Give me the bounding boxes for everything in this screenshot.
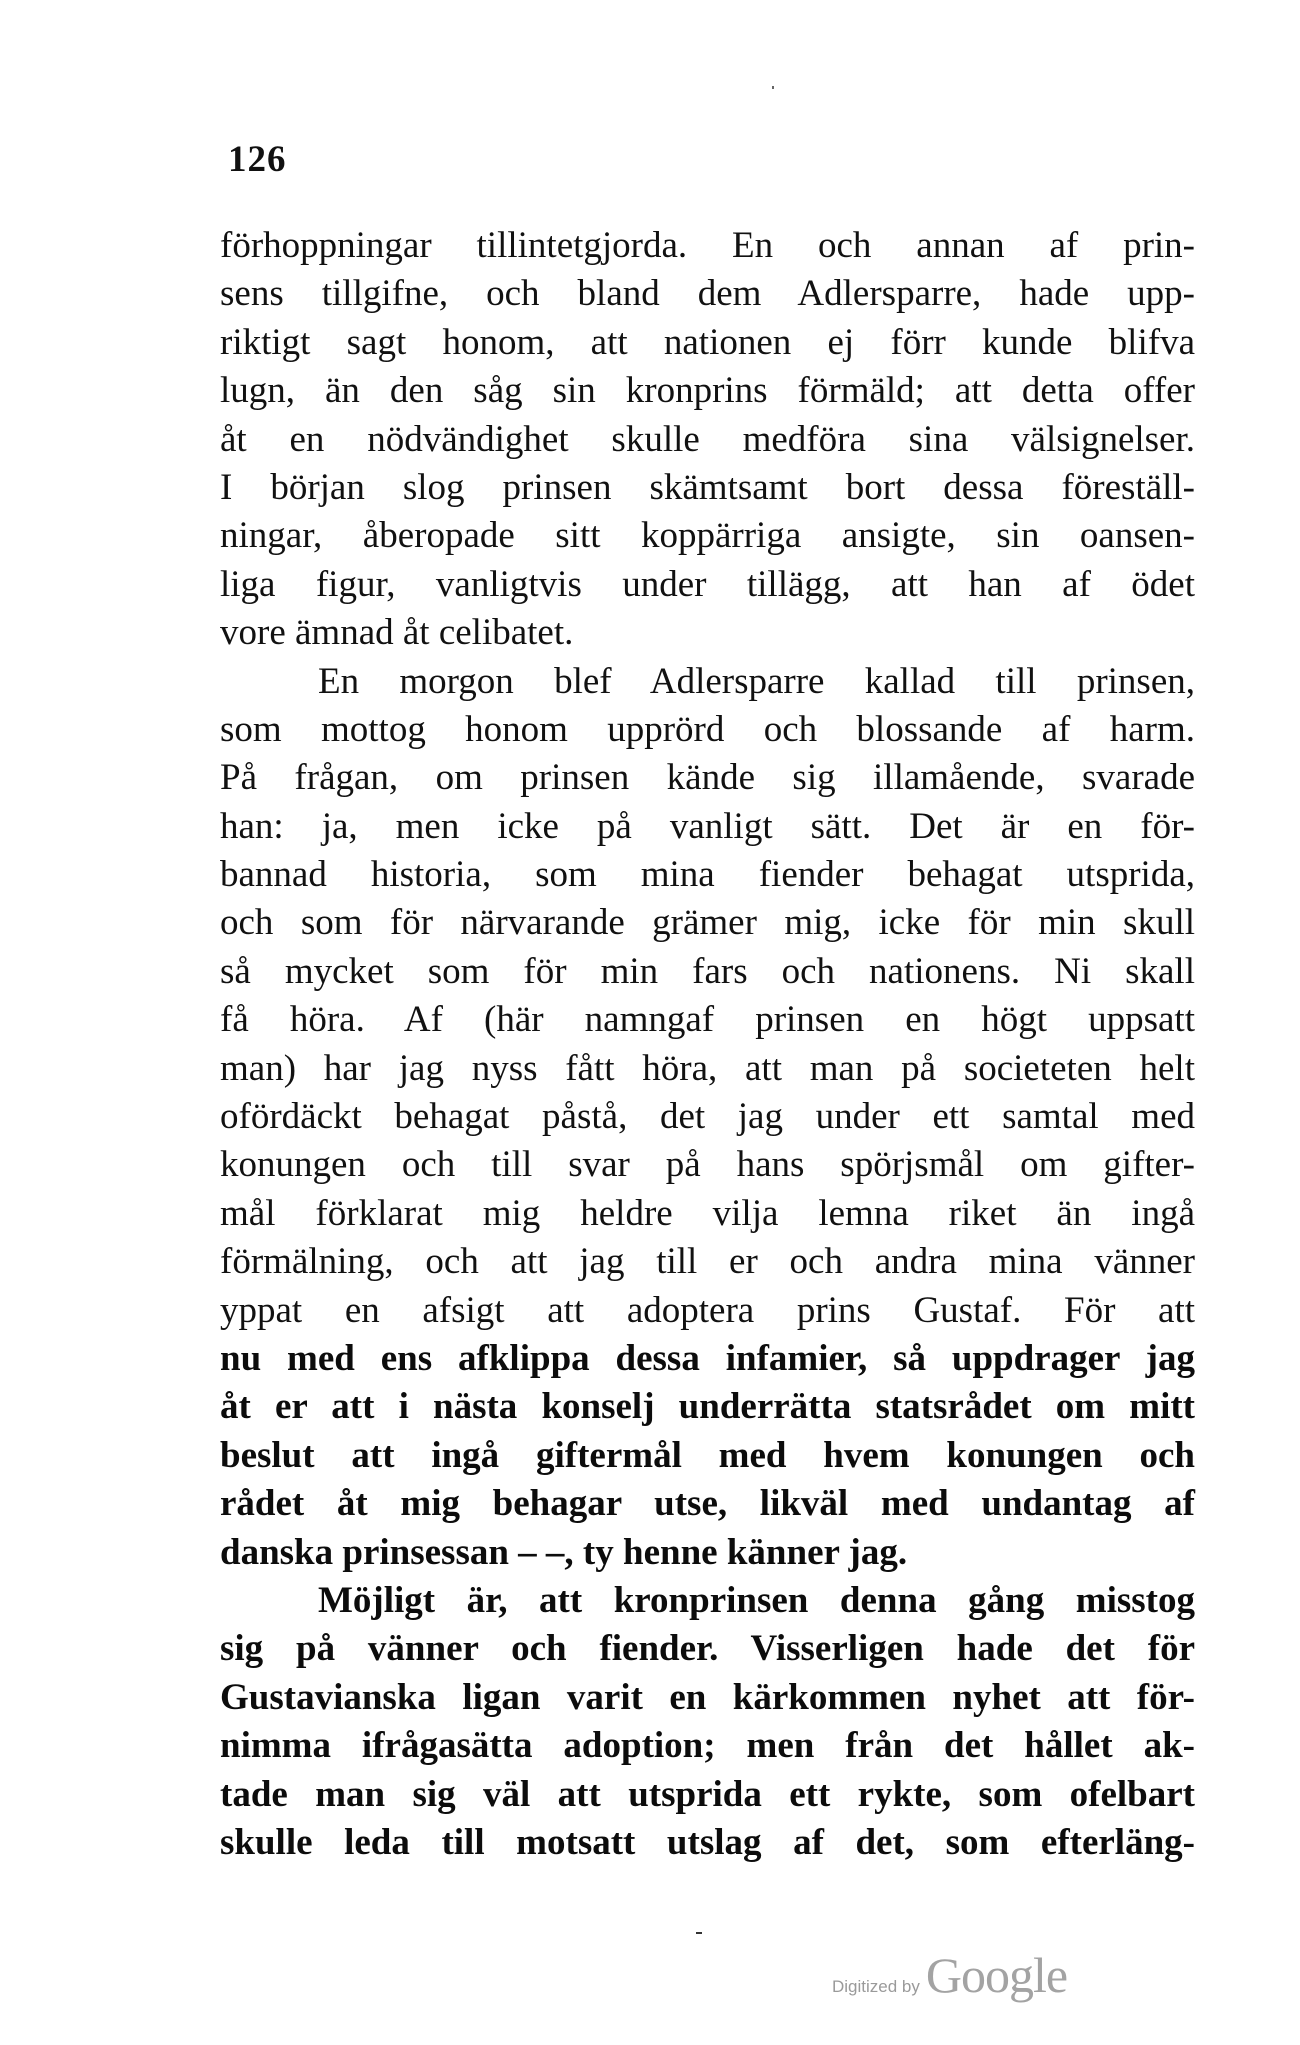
- text-line: förmälning, och att jag till er och andra mina vänner: [220, 1241, 1195, 1283]
- paragraph-end-line: vore ämnad åt celibatet.: [220, 612, 574, 654]
- digitized-watermark: [832, 1946, 1067, 2004]
- text-line: lugn, än den såg sin kronprins förmäld; att detta offer: [220, 370, 1195, 412]
- text-line: tade man sig väl att utsprida ett rykte, som ofelbart: [220, 1773, 1195, 1815]
- text-line: beslut att ingå giftermål med hvem konungen och: [220, 1434, 1195, 1476]
- text-line: nu med ens afklippa dessa infamier, så uppdrager jag: [220, 1337, 1195, 1379]
- text-line: och som för närvarande grämer mig, icke för min skull: [220, 902, 1195, 944]
- paragraph-start-line: En morgon blef Adlersparre kallad till prinsen,: [318, 660, 1195, 702]
- text-line: bannad historia, som mina fiender behagat utsprida,: [220, 854, 1195, 896]
- text-line: som mottog honom upprörd och blossande af harm.: [220, 708, 1195, 750]
- text-line: få höra. Af (här namngaf prinsen en högt uppsatt: [220, 999, 1195, 1041]
- text-line: yppat en afsigt att adoptera prins Gustaf. För att: [220, 1289, 1195, 1331]
- text-line: På frågan, om prinsen kände sig illamående, svarade: [220, 757, 1195, 799]
- watermark-prefix: Digitized by: [832, 1977, 920, 1996]
- text-line: rådet åt mig behagar utse, likväl med undantag af: [220, 1483, 1195, 1525]
- google-logo: Google: [925, 1947, 1068, 2003]
- text-line: ningar, åberopade sitt koppärriga ansigte, sin oansen-: [220, 515, 1195, 557]
- text-line: liga figur, vanligtvis under tillägg, att han af ödet: [220, 563, 1195, 605]
- text-line: Gustavianska ligan varit en kärkommen nyhet att för-: [220, 1676, 1195, 1718]
- signature-dash: [696, 1932, 702, 1934]
- text-line: sens tillgifne, och bland dem Adlersparre, hade upp-: [220, 273, 1195, 315]
- text-line: åt er att i nästa konselj underrätta statsrådet om mitt: [220, 1386, 1195, 1428]
- text-line: skulle leda till motsatt utslag af det, som efterläng-: [220, 1821, 1195, 1863]
- text-line: nimma ifrågasätta adoption; men från det hållet ak-: [220, 1725, 1195, 1767]
- text-line: konungen och till svar på hans spörjsmål om gifter-: [220, 1144, 1195, 1186]
- text-line: man) har jag nyss fått höra, att man på societeten helt: [220, 1047, 1195, 1089]
- paragraph-start-line: Möjligt är, att kronprinsen denna gång misstog: [318, 1579, 1195, 1621]
- text-line: åt en nödvändighet skulle medföra sina välsignelser.: [220, 418, 1195, 460]
- text-line: förhoppningar tillintetgjorda. En och annan af prin-: [220, 225, 1195, 266]
- body-text: [220, 222, 1195, 1867]
- text-line: sig på vänner och fiender. Visserligen hade det för: [220, 1628, 1195, 1670]
- page-number: 126: [228, 139, 287, 180]
- text-line: ofördäckt behagat påstå, det jag under ett samtal med: [220, 1096, 1195, 1138]
- text-line: så mycket som för min fars och nationens. Ni skall: [220, 950, 1195, 992]
- text-line: han: ja, men icke på vanligt sätt. Det är en för-: [220, 805, 1195, 847]
- text-line: I början slog prinsen skämtsamt bort dessa föreställ-: [220, 466, 1195, 508]
- page-speck: [772, 86, 774, 89]
- text-line: riktigt sagt honom, att nationen ej förr kunde blifva: [220, 321, 1195, 363]
- text-line: mål förklarat mig heldre vilja lemna riket än ingå: [220, 1192, 1195, 1234]
- paragraph-end-line: danska prinsessan – –, ty henne känner jag.: [220, 1531, 908, 1573]
